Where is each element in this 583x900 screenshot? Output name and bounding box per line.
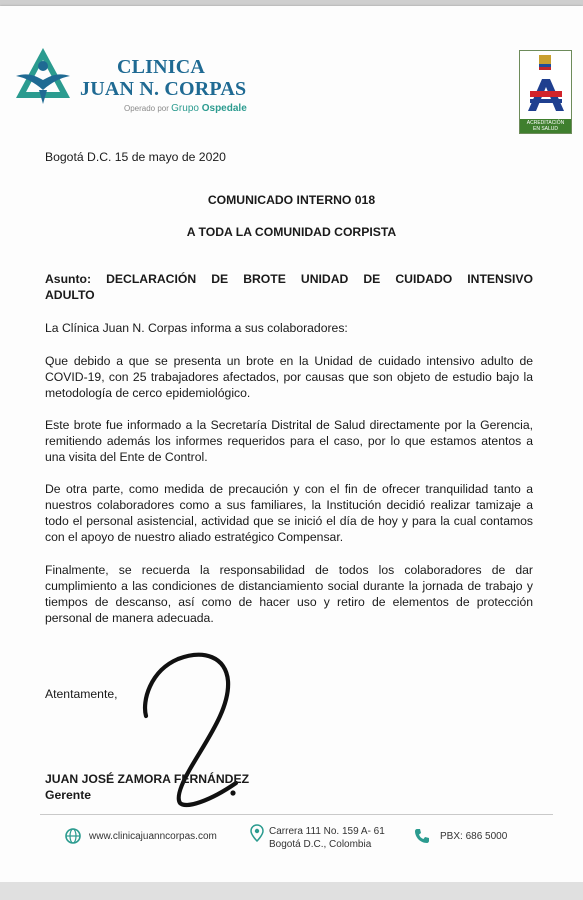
footer-address-line2: Bogotá D.C., Colombia: [269, 839, 372, 850]
paragraph-2: Este brote fue informado a la Secretaría Distrital de Salud directamente por la Gerencia, remitiendo además los informes requeridos para el caso, por lo que estamos atentos a una visita del Ente de Control.: [45, 418, 533, 464]
operated-by: [124, 103, 247, 114]
clinic-logo-icon: [12, 46, 74, 106]
accreditation-emblem-icon: [520, 51, 571, 119]
brand-name-line1: CLINICA: [117, 56, 206, 78]
paragraph-1: Que debido a que se presenta un brote en la Unidad de cuidado intensivo adulto de COVID-19, con 25 trabajadores afectados, por causas que son objeto de estudio bajo la metodología de cerco epidemiológico.: [45, 354, 533, 400]
group-brand: Ospedale: [201, 103, 247, 114]
globe-icon: [65, 828, 81, 844]
subject-label: Asunto:: [45, 272, 92, 286]
letter-subtitle: A TODA LA COMUNIDAD CORPISTA: [186, 225, 397, 239]
accreditation-label-line1: ACREDITACIÓN: [526, 120, 565, 126]
accreditation-seal: [519, 50, 572, 134]
bottom-border: [0, 882, 583, 900]
operated-by-label: Operado por: [124, 104, 169, 113]
signer-name: JUAN JOSÉ ZAMORA FERNÁNDEZ: [45, 772, 250, 786]
letter-page: [0, 6, 583, 882]
letter-intro: La Clínica Juan N. Corpas informa a sus colaboradores:: [45, 321, 348, 335]
letter-date: Bogotá D.C. 15 de mayo de 2020: [45, 150, 226, 164]
footer-divider: [40, 814, 553, 815]
paragraph-4: Finalmente, se recuerda la responsabilidad de todos los colaboradores de dar cumplimiento a las condiciones de distanciamiento social durante la jornada de trabajo y tiempos de descanso, así como de hacer uso y retiro de elementos de protección personal de manera adecuada.: [45, 563, 533, 625]
subject-line2: ADULTO: [45, 288, 95, 302]
footer-phone: PBX: 686 5000: [440, 831, 508, 842]
brand-name-line2: JUAN N. CORPAS: [80, 78, 247, 100]
footer-website[interactable]: www.clinicajuanncorpas.com: [89, 831, 217, 842]
letter-subject: [45, 271, 533, 287]
group-prefix: Grupo: [171, 103, 199, 114]
accreditation-label: [520, 119, 571, 133]
phone-icon: [414, 828, 430, 844]
signature-image: [140, 631, 260, 816]
group-name: [171, 103, 247, 114]
letter-closing: Atentamente,: [45, 687, 118, 701]
letter-title: COMUNICADO INTERNO 018: [207, 193, 376, 207]
subject-line1: DECLARACIÓN DE BROTE UNIDAD DE CUIDADO INTENSIVO: [106, 272, 533, 286]
signer-role: Gerente: [45, 788, 92, 802]
paragraph-3: De otra parte, como medida de precaución y con el fin de ofrecer tranquilidad tanto a nuestros colaboradores como a sus familiares, la Institución decidió realizar tamizaje a todo el personal asistencial, actividad que se inició el día de hoy y para la cual contamos con el apoyo de nuestro aliado estratégico Compensar.: [45, 482, 533, 544]
accreditation-label-line2: EN SALUD: [532, 126, 558, 132]
footer-address-line1: Carrera 111 No. 159 A- 61: [269, 826, 385, 837]
location-pin-icon: [250, 824, 264, 842]
